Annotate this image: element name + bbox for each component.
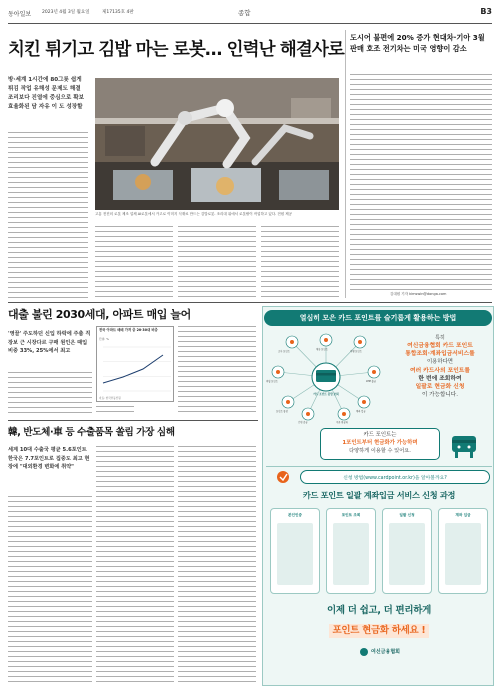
ad-bubble-line-3: 다양하게 이용할 수 있어요. <box>349 448 411 454</box>
paper-name: 동아일보 <box>8 11 32 18</box>
step-4-label: 계좌 입금 <box>455 513 471 517</box>
lead-text-col-4 <box>261 226 339 298</box>
masthead-rule <box>8 23 492 24</box>
step-1 <box>270 508 320 594</box>
step-1-screen <box>277 523 313 585</box>
ad-text-block <box>388 334 492 399</box>
ad-node-7: 간편 송금 <box>298 421 308 424</box>
ad-card-body-2: 한 번에 조회하여 <box>418 376 462 382</box>
chart-source: 자료: 한국부동산원 <box>99 397 121 400</box>
ad-node-6: 계좌 입금 <box>356 410 366 413</box>
sponsor-logo-icon <box>360 648 368 656</box>
page-number: B3 <box>480 7 492 16</box>
ad-node-8: 쿠폰 현금화 <box>336 421 348 424</box>
ad-banner <box>264 310 492 326</box>
chart-title: 전국 아파트 매매 가격 중 20·30대 비중 <box>99 328 158 332</box>
masthead <box>8 6 492 22</box>
ad-slogan-line-2: 포인트 현금화 하세요 ! <box>329 624 430 638</box>
ad-url-prompt-text[interactable]: 신청 방법(www.cardpoint.or.kr)을 알아볼까요? <box>343 476 447 481</box>
step-2-label: 포인트 조회 <box>341 513 361 517</box>
ad-node-3: 적립 포인트 <box>266 380 278 383</box>
lead-subhead-1: 방·세계 1시간에 80그릇 쉽게 튀김 작업 유해성 문제도 해결 <box>8 77 82 92</box>
ad-bubble-line-1: 카드 포인트는 <box>363 432 397 438</box>
ad-node-0: 조사 포인트 <box>278 350 290 353</box>
semi-text-col-2 <box>96 446 174 682</box>
ad-card-body-1: 여러 카드사의 포인트를 <box>409 368 471 374</box>
loan-text-col-1 <box>8 372 92 416</box>
ad-card-body-3: 일괄로 현금화 신청 <box>415 384 465 390</box>
ad-card-body-4: 이 가능합니다. <box>422 392 458 398</box>
lead-text-col-2 <box>95 226 173 298</box>
right-byline: 김대원 기자 kimswin@donga.com <box>390 292 447 296</box>
semi-headline: 韓, 반도체·車 등 수출품목 쏠림 가장 심해 <box>8 427 175 438</box>
right-headline: 도시어 불편에 20% 증가 현대차·기아 3월 판매 호조 전기차는 미국 영향이 감소 <box>350 33 485 53</box>
ad-card-title-3: 이용하다면 <box>426 359 454 365</box>
step-2-screen <box>333 523 369 585</box>
robot-photo <box>95 78 339 210</box>
ad-bubble <box>320 428 440 460</box>
ad-hub-label: 카드 포인트 통합 조회 <box>313 393 339 396</box>
section-rule-1 <box>8 302 492 303</box>
chart-plot <box>97 341 175 401</box>
step-1-label: 본인인증 <box>288 513 302 517</box>
ad-slogan-line-1: 이제 더 쉽고, 더 편리하게 <box>326 605 432 616</box>
sponsor-name: 여신금융협회 <box>371 649 400 655</box>
loan-chart <box>96 326 174 402</box>
ad-sponsor <box>360 646 420 658</box>
loan-subhead: '영끌' 주도하던 신입 하락에 주춤 직장보 근 시장다르 구매 원인은 때입 비중 33%, 25%에서 최고 <box>8 331 91 354</box>
lead-subhead-2: 조리보다 진열에 중심으로 확보 효율화된 담 자유 이 도 성장할 <box>8 95 85 110</box>
loan-headline: 대출 불린 2030세대, 아파트 매입 늘어 <box>8 308 191 321</box>
ad-node-4: ATM 출금 <box>366 380 376 383</box>
step-2 <box>326 508 376 594</box>
ad-diagram <box>266 332 386 422</box>
step-3-screen <box>389 523 425 585</box>
step-4 <box>438 508 488 594</box>
semi-text-col-1 <box>8 496 92 682</box>
right-column-divider <box>345 30 346 298</box>
chart-line <box>103 355 163 383</box>
step-3 <box>382 508 432 594</box>
lead-text-col-1 <box>8 132 88 298</box>
ad-divider <box>266 466 492 467</box>
ad-mascot <box>446 430 482 460</box>
ad-card-title-2: 통합조회·계좌입금서비스를 <box>405 351 475 357</box>
right-text-col <box>350 74 492 292</box>
loan-text-col-2 <box>96 406 134 416</box>
lead-text-col-3 <box>178 226 256 298</box>
section-name: 종합 <box>238 9 251 17</box>
semi-text-col-3 <box>178 446 256 682</box>
step-4-screen <box>445 523 481 585</box>
loan-text-col-3 <box>178 326 256 416</box>
ad-service-title: 카드 포인트 일괄 계좌입금 서비스 신청 과정 <box>302 490 456 500</box>
photo-caption: 고흥 전진의 로봇 제조 업체 AI로봇에서 카고로 이미지 식재료 만드는 김밥로봇. 조리대 위에서 로봇팔이 작업하고 있다. 전원 제공 <box>95 212 292 216</box>
lead-headline: 치킨 튀기고 김밥 마는 로봇… 인력난 해결사로 <box>8 40 344 60</box>
ad-steps <box>270 508 490 596</box>
chart-unit: 단위: % <box>99 337 109 341</box>
ad-node-5: 포인트 통장 <box>276 410 288 413</box>
step-3-label: 일괄 신청 <box>399 513 415 517</box>
ad-url-prompt[interactable] <box>300 470 490 484</box>
hand-icon <box>272 470 294 484</box>
ad-node-2: 여행 포인트 <box>350 350 362 353</box>
issue-line: 제17135호 4판 <box>102 10 134 15</box>
ad-brand-small: 특히 <box>435 335 445 341</box>
ad-slogan <box>266 604 492 638</box>
ad-bubble-line-2: 1포인트부터 현금화가 가능하며 <box>342 440 418 446</box>
ad-node-1: 제휴 포인트 <box>316 348 328 351</box>
semi-subhead: 세계 10대 수출국 평균 5.6포인트 한국은 7.7포인트로 집중도 최고 현장에 "대외환경 변화에 취약" <box>8 447 90 470</box>
ad-card-title-1: 여신금융협회 카드 포인트 <box>407 343 473 349</box>
section-rule-2 <box>8 420 258 421</box>
date-line: 2023년 4월 3일 월요일 <box>42 10 90 15</box>
ad-banner-text: 열심히 모은 카드 포인트를 슬기롭게 활용하는 방법 <box>299 314 457 322</box>
